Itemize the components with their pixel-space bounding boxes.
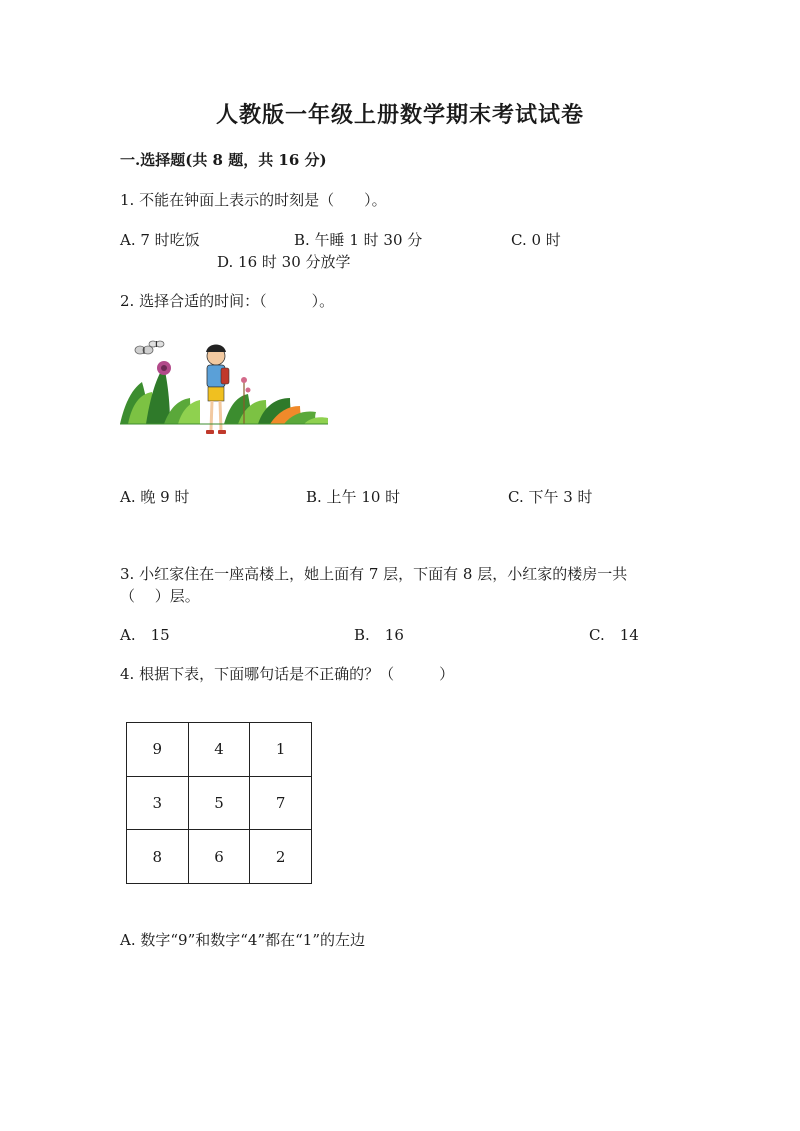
grid-cell: 1	[250, 723, 312, 777]
question-3-stem-line-2: （ ）层。	[120, 587, 200, 605]
question-1-option-a: A. 7 时吃饭	[120, 231, 200, 249]
question-3-option-a: A. 15	[120, 626, 170, 644]
question-3-stem-line-1: 3. 小红家住在一座高楼上，她上面有 7 层，下面有 8 层，小红家的楼房一共	[120, 565, 628, 583]
question-1-option-d: D. 16 时 30 分放学	[217, 253, 351, 271]
number-grid-table	[126, 722, 312, 884]
butterfly-icon	[149, 341, 164, 347]
page-title: 人教版一年级上册数学期末考试试卷	[215, 102, 584, 128]
grid-cell: 9	[127, 723, 189, 777]
section-heading: 一.选择题(共 8 题，共 16 分)	[120, 151, 327, 169]
question-2-stem: 2. 选择合适的时间：（ ）。	[120, 292, 335, 310]
grid-cell: 3	[127, 777, 189, 831]
question-3-option-c: C. 14	[589, 626, 639, 644]
grid-cell: 8	[127, 830, 189, 884]
question-2-option-c: C. 下午 3 时	[508, 488, 593, 506]
question-4-stem: 4. 根据下表，下面哪句话是不正确的？（ ）	[120, 665, 455, 683]
question-1-stem: 1. 不能在钟面上表示的时刻是（ ）。	[120, 191, 387, 209]
grid-cell: 6	[189, 830, 251, 884]
question-2-option-a: A. 晚 9 时	[120, 488, 190, 506]
question-1-option-b: B. 午睡 1 时 30 分	[294, 231, 423, 249]
grid-cell: 2	[250, 830, 312, 884]
boy-in-garden-illustration	[120, 338, 328, 442]
question-4-option-a: A. 数字“9”和数字“4”都在“1”的左边	[120, 931, 366, 949]
grid-cell: 4	[189, 723, 251, 777]
butterfly-icon	[135, 346, 153, 354]
question-2-option-b: B. 上午 10 时	[306, 488, 401, 506]
question-3-option-b: B. 16	[354, 626, 404, 644]
question-1-option-c: C. 0 时	[511, 231, 561, 249]
grid-cell: 5	[189, 777, 251, 831]
grid-cell: 7	[250, 777, 312, 831]
